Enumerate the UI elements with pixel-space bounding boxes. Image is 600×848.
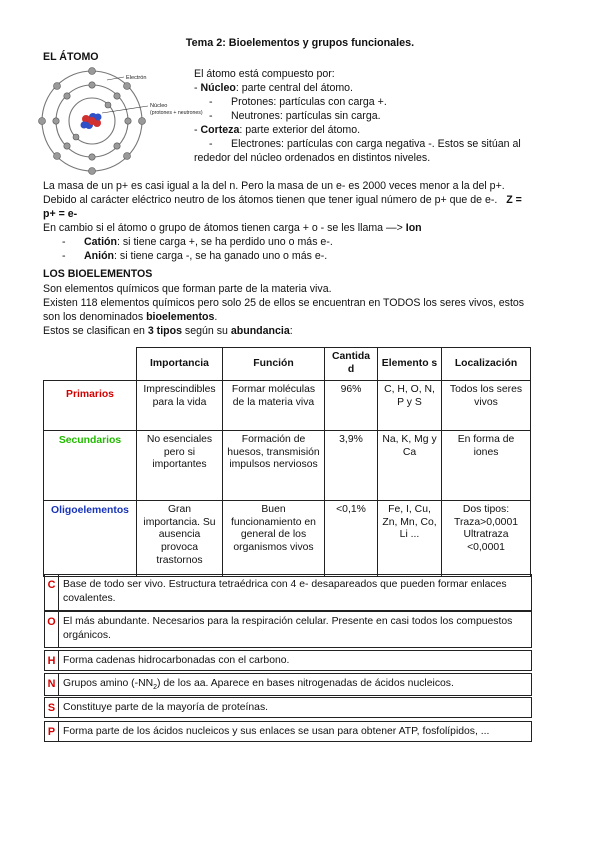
bio-p3-a: son los denominados: [43, 311, 144, 323]
mass-line-3: p+ = e-: [43, 208, 78, 220]
row-name-primarios: Primarios: [44, 381, 137, 431]
atom-heading: EL ÁTOMO: [43, 51, 99, 63]
header-elementos: Elemento s: [378, 348, 442, 381]
row-name-oligoelementos: Oligoelementos: [44, 501, 137, 577]
element-symbol: P: [45, 722, 59, 741]
element-text-a: Grupos amino (-NN: [63, 678, 154, 689]
element-row-o: [44, 611, 532, 648]
row-name-secundarios: Secundarios: [44, 431, 137, 501]
nucleus-sublabel: (protones + neutrones): [150, 110, 203, 116]
table-cell: Dos tipos: Traza>0,0001 Ultratraza <0,0001: [442, 501, 531, 577]
mass-line-1: La masa de un p+ es casi igual a la del n. Pero la masa de un e- es 2000 veces menor a la del p+.: [43, 180, 505, 192]
bio-p3-c: .: [214, 311, 218, 323]
electrones-line: - Electrones: partículas con carga negativa -. Estos se sitúan al: [209, 138, 521, 150]
element-text: Forma parte de los ácidos nucleicos y sus enlaces se usan para obtener ATP, fosfolípidos, ...: [63, 726, 490, 737]
element-row-h: [44, 650, 532, 671]
cation-line: - Catión: si tiene carga +, se ha perdido uno o más e-.: [62, 236, 333, 248]
element-symbol: H: [45, 651, 59, 670]
mass-line-2-text: Debido al carácter eléctrico neutro de los átomos tienen que tener igual número de p+ que de e-.: [43, 194, 498, 206]
table-cell: Formar moléculas de la materia viva: [223, 381, 325, 431]
bio-p4-a: Estos se clasifican en: [43, 325, 145, 337]
bio-p4: [43, 325, 293, 339]
atom-diagram: [40, 66, 203, 176]
bio-p2: Existen 118 elementos químicos pero solo 25 de ellos se encuentran en TODOS los seres vivos, estos: [43, 297, 525, 309]
element-row-c: [44, 574, 532, 611]
protones-line: - Protones: partículas con carga +.: [209, 96, 387, 108]
ion-line: [43, 222, 422, 236]
table-cell: 96%: [325, 381, 378, 431]
table-row: [44, 381, 531, 431]
electrones-text-1: Electrones: partículas con carga negativa -. Estos se sitúan al: [231, 138, 521, 150]
bioelements-table: [43, 347, 531, 577]
bio-heading: LOS BIOELEMENTOS: [43, 268, 153, 280]
table-cell: Gran importancia. Su ausencia provoca trastornos: [137, 501, 223, 577]
tipos-term: 3 tipos: [147, 325, 182, 337]
header-localizacion: Localización: [442, 348, 531, 381]
element-text-sub: 2: [153, 684, 157, 692]
element-symbol: N: [45, 674, 59, 695]
corteza-term: Corteza: [200, 124, 240, 136]
protones-text: Protones: partículas con carga +.: [231, 96, 387, 108]
bio-p4-c: según su: [184, 325, 228, 337]
cation-term: Catión: [84, 236, 117, 248]
mass-line-2: [43, 194, 522, 208]
bioelementos-term: bioelementos: [146, 311, 215, 323]
table-row: [44, 431, 531, 501]
element-symbol: S: [45, 698, 59, 717]
z-label: Z =: [506, 194, 522, 206]
electron-label: Electrón: [126, 75, 147, 81]
table-cell: Imprescindibles para la vida: [137, 381, 223, 431]
element-text: Constituye parte de la mayoría de proteínas.: [63, 702, 269, 713]
table-cell: Formación de huesos, transmisión impulsos nerviosos: [223, 431, 325, 501]
table-cell: Fe, I, Cu, Zn, Mn, Co, Li ...: [378, 501, 442, 577]
table-cell: C, H, O, N, P y S: [378, 381, 442, 431]
anion-term: Anión: [84, 250, 115, 262]
header-funcion: Función: [223, 348, 325, 381]
table-corner: [44, 348, 137, 381]
table-cell: No esenciales pero si importantes: [137, 431, 223, 501]
header-cantidad: Cantida d: [325, 348, 378, 381]
element-text: El más abundante. Necesarios para la respiración celular. Presente en casi todos los compuestos orgánicos.: [63, 616, 513, 641]
ion-line-text: En cambio si el átomo o grupo de átomos tienen carga + o - se les llama —>: [43, 222, 403, 234]
abundancia-term: abundancia: [230, 325, 290, 337]
neutrones-text: Neutrones: partículas sin carga.: [231, 110, 381, 122]
element-text: Base de todo ser vivo. Estructura tetraédrica con 4 e- desapareados que pueden formar enlaces covalentes.: [63, 579, 507, 604]
neutrones-line: - Neutrones: partículas sin carga.: [209, 110, 381, 122]
element-text-b: ) de los aa. Aparece en bases nitrogenadas de ácidos nucleicos.: [156, 678, 454, 689]
table-cell: Buen funcionamiento en general de los organismos vivos: [223, 501, 325, 577]
element-row-p: [44, 721, 532, 742]
corteza-line: - Corteza: parte exterior del átomo.: [194, 124, 361, 136]
bio-p1: Son elementos químicos que forman parte de la materia viva.: [43, 283, 332, 295]
nucleus-label: Núcleo: [150, 103, 168, 109]
nucleo-term: Núcleo: [200, 82, 236, 94]
page-title: Tema 2: Bioelementos y grupos funcionales.: [185, 37, 415, 49]
element-symbol: C: [45, 575, 59, 610]
element-symbol: O: [45, 612, 59, 647]
corteza-text: : parte exterior del átomo.: [239, 124, 361, 136]
table-cell: <0,1%: [325, 501, 378, 577]
anion-line: - Anión: si tiene carga -, se ha ganado uno o más e-.: [62, 250, 328, 262]
table-cell: 3,9%: [325, 431, 378, 501]
electrones-text-2: rededor del núcleo ordenados en distintos niveles.: [194, 152, 431, 164]
nucleo-line: - Núcleo: parte central del átomo.: [194, 82, 353, 94]
bio-p4-e: :: [289, 325, 293, 337]
anion-text: : si tiene carga -, se ha ganado uno o más e-.: [114, 250, 328, 262]
table-header-row: [44, 348, 531, 381]
element-text: Forma cadenas hidrocarbonadas con el carbono.: [63, 655, 290, 666]
table-cell: Todos los seres vivos: [442, 381, 531, 431]
cation-text: : si tiene carga +, se ha perdido uno o más e-.: [116, 236, 333, 248]
atom-intro: El átomo está compuesto por:: [194, 68, 335, 80]
table-cell: En forma de iones: [442, 431, 531, 501]
element-row-n: [44, 673, 532, 696]
table-cell: Na, K, Mg y Ca: [378, 431, 442, 501]
table-row: [44, 501, 531, 577]
nucleus: [81, 113, 102, 129]
header-importancia: Importancia: [137, 348, 223, 381]
nucleo-text: : parte central del átomo.: [235, 82, 353, 94]
element-text: [63, 674, 531, 694]
element-row-s: [44, 697, 532, 718]
bio-p3: [43, 311, 217, 325]
ion-term: Ion: [405, 222, 422, 234]
